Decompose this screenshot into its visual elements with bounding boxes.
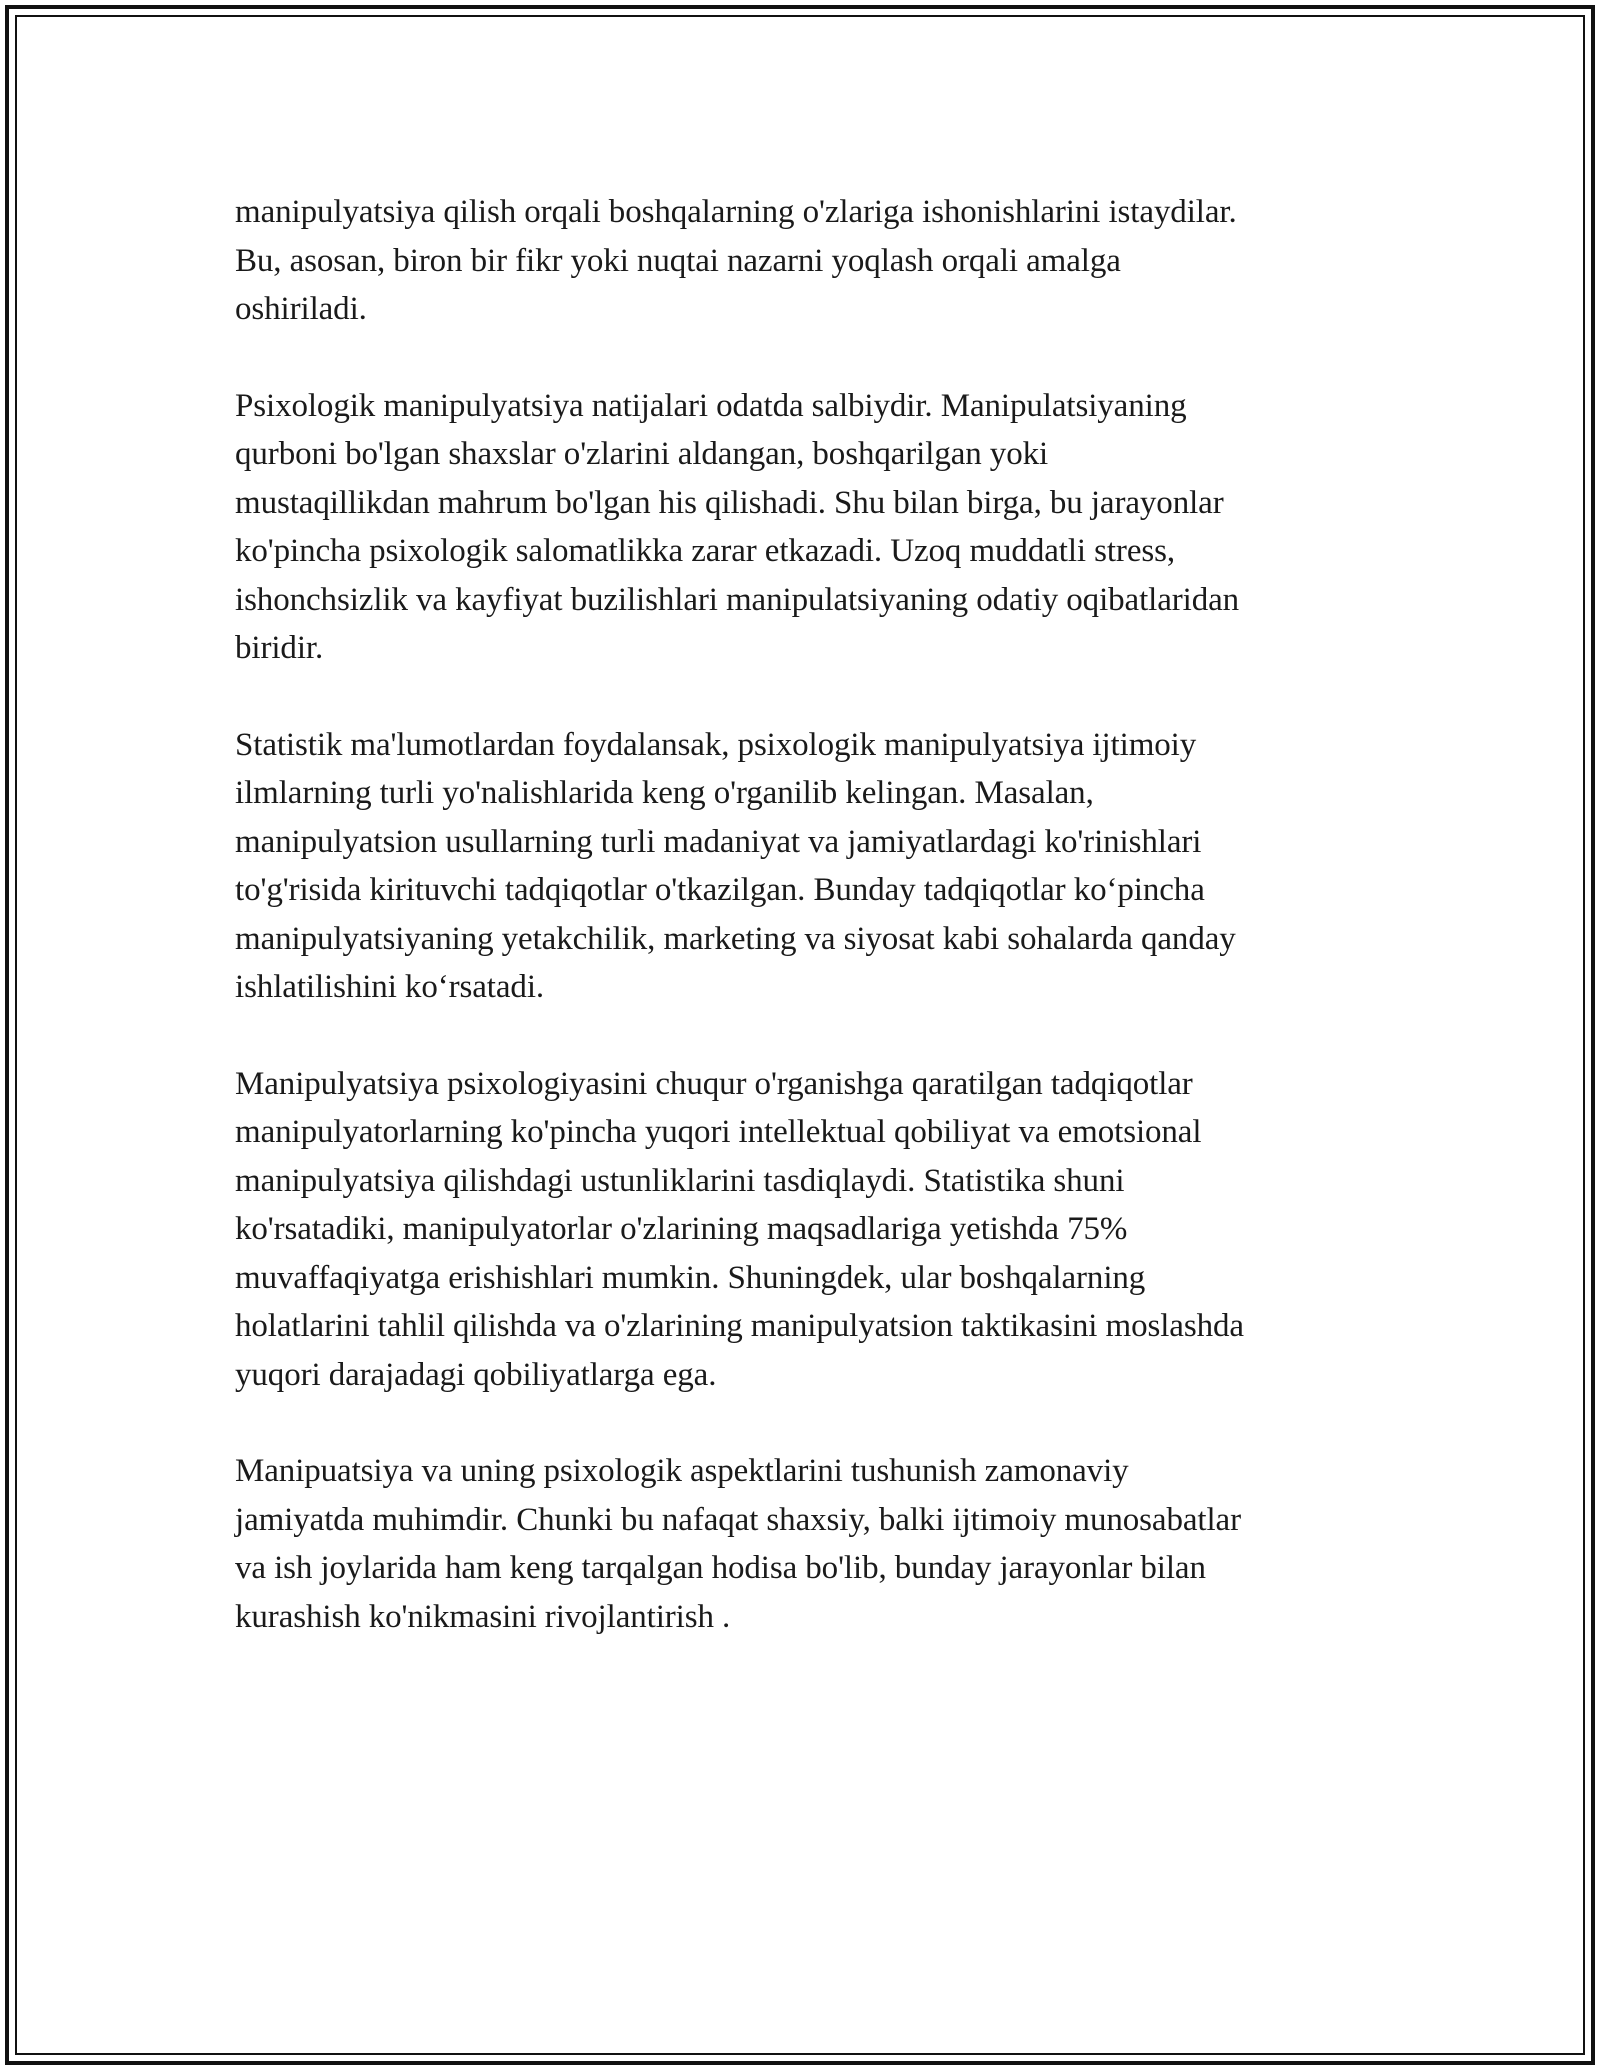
text-line: ishlatilishini ko‘rsatadi. <box>235 969 545 1005</box>
text-line: mustaqillikdan mahrum bo'lgan his qilishadi. Shu bilan birga, bu jarayonlar <box>235 484 1224 521</box>
paragraph-1 <box>235 188 1385 334</box>
text-line: jamiyatda muhimdir. Chunki bu nafaqat shaxsiy, balki ijtimoiy munosabatlar <box>235 1501 1241 1538</box>
text-line: manipulyatsion usullarning turli madaniyat va jamiyatlardagi ko'rinishlari <box>235 823 1202 860</box>
text-line: to'g'risida kirituvchi tadqiqotlar o'tkazilgan. Bunday tadqiqotlar ko‘pincha <box>235 872 1205 908</box>
text-line: manipulyatsiya qilishdagi ustunliklarini tasdiqlaydi. Statistika shuni <box>235 1162 1125 1199</box>
text-line: qurboni bo'lgan shaxslar o'zlarini aldangan, boshqarilgan yoki <box>235 436 1049 472</box>
paragraph-2 <box>235 382 1385 673</box>
text-line: Bu, asosan, biron bir fikr yoki nuqtai nazarni yoqlash orqali amalga <box>235 242 1121 279</box>
text-line: manipulyatsiyaning yetakchilik, marketing va siyosat kabi sohalarda qanday <box>235 920 1236 957</box>
paragraph-4 <box>235 1060 1385 1400</box>
document-body <box>235 188 1385 1689</box>
text-line: oshiriladi. <box>235 291 367 327</box>
text-line: ko'rsatadiki, manipulyatorlar o'zlarining maqsadlariga yetishda 75% <box>235 1211 1128 1247</box>
text-line: muvaffaqiyatga erishishlari mumkin. Shuningdek, ular boshqalarning <box>235 1259 1146 1296</box>
text-line: va ish joylarida ham keng tarqalgan hodisa bo'lib, bunday jarayonlar bilan <box>235 1550 1206 1586</box>
text-line: manipulyatorlarning ko'pincha yuqori intellektual qobiliyat va emotsional <box>235 1114 1202 1150</box>
text-line: Manipuatsiya va uning psixologik aspektlarini tushunish zamonaviy <box>235 1453 1129 1489</box>
text-line: holatlarini tahlil qilishda va o'zlarining manipulyatsion taktikasini moslashda <box>235 1308 1244 1344</box>
text-line: manipulyatsiya qilish orqali boshqalarning o'zlariga ishonishlarini istaydilar. <box>235 194 1237 230</box>
text-line: ishonchsizlik va kayfiyat buzilishlari manipulatsiyaning odatiy oqibatlaridan <box>235 581 1240 618</box>
text-line: ilmlarning turli yo'nalishlarida keng o'rganilib kelingan. Masalan, <box>235 775 1094 811</box>
text-line: biridir. <box>235 630 324 666</box>
text-line: yuqori darajadagi qobiliyatlarga ega. <box>235 1356 717 1393</box>
text-line: ko'pincha psixologik salomatlikka zarar etkazadi. Uzoq muddatli stress, <box>235 533 1176 569</box>
text-line: Statistik ma'lumotlardan foydalansak, psixologik manipulyatsiya ijtimoiy <box>235 726 1197 763</box>
paragraph-3 <box>235 721 1385 1012</box>
paragraph-5 <box>235 1447 1385 1641</box>
text-line: kurashish ko'nikmasini rivojlantirish . <box>235 1598 731 1635</box>
text-line: Psixologik manipulyatsiya natijalari odatda salbiydir. Manipulatsiyaning <box>235 387 1187 424</box>
text-line: Manipulyatsiya psixologiyasini chuqur o'rganishga qaratilgan tadqiqotlar <box>235 1065 1193 1102</box>
